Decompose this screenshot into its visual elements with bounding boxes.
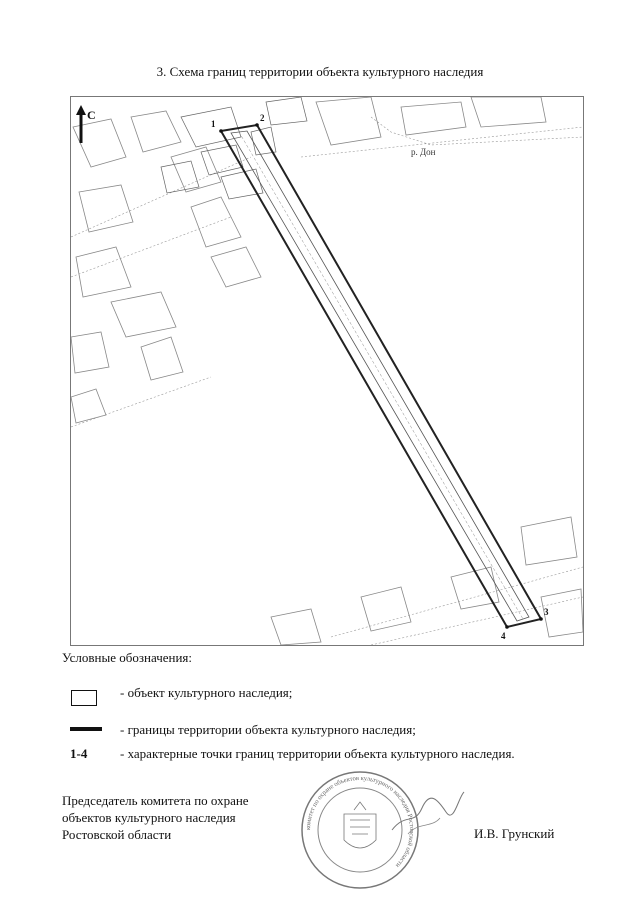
river-label: р. Дон [411, 147, 436, 157]
page-title: 3. Схема границ территории объекта культурного наследия [156, 64, 484, 79]
legend-points-label: 1-4 [70, 746, 88, 761]
legend-points-text: - характерные точки границ территории объекта культурного наследия. [120, 746, 515, 761]
legend-object-text: - объект культурного наследия; [120, 685, 293, 700]
boundary-outline [221, 125, 541, 627]
point-label-1: 1 [211, 119, 216, 129]
map-frame [70, 96, 584, 646]
boundary-map [71, 97, 583, 645]
boundary-point-1 [219, 129, 223, 133]
legend-boundary-symbol [70, 727, 102, 731]
point-label-2: 2 [260, 113, 265, 123]
background-parcels [71, 97, 583, 645]
heritage-object [231, 131, 529, 621]
signer-name: И.В. Грунский [474, 826, 555, 841]
object-centerline [239, 132, 523, 619]
signer-line-3: Ростовской области [62, 827, 172, 842]
boundary-point-3 [539, 617, 543, 621]
point-label-4: 4 [501, 631, 506, 641]
signer-line-2: объектов культурного наследия [62, 810, 236, 825]
seal-text: комитет по охране объектов культурного наследия Ростовской области [304, 774, 416, 869]
north-label: С [87, 108, 96, 122]
signature-scribble-icon [388, 782, 468, 842]
background-roads [71, 117, 583, 645]
boundary-point-2 [255, 123, 259, 127]
boundary-point-4 [505, 625, 509, 629]
urban-block [161, 97, 307, 199]
signer-title [62, 792, 249, 843]
point-label-3: 3 [544, 607, 549, 617]
signer-line-1: Председатель комитета по охране [62, 793, 249, 808]
legend-title: Условные обозначения: [62, 650, 193, 665]
legend-object-symbol [71, 690, 97, 706]
legend-boundary-text: - границы территории объекта культурного наследия; [120, 722, 416, 737]
